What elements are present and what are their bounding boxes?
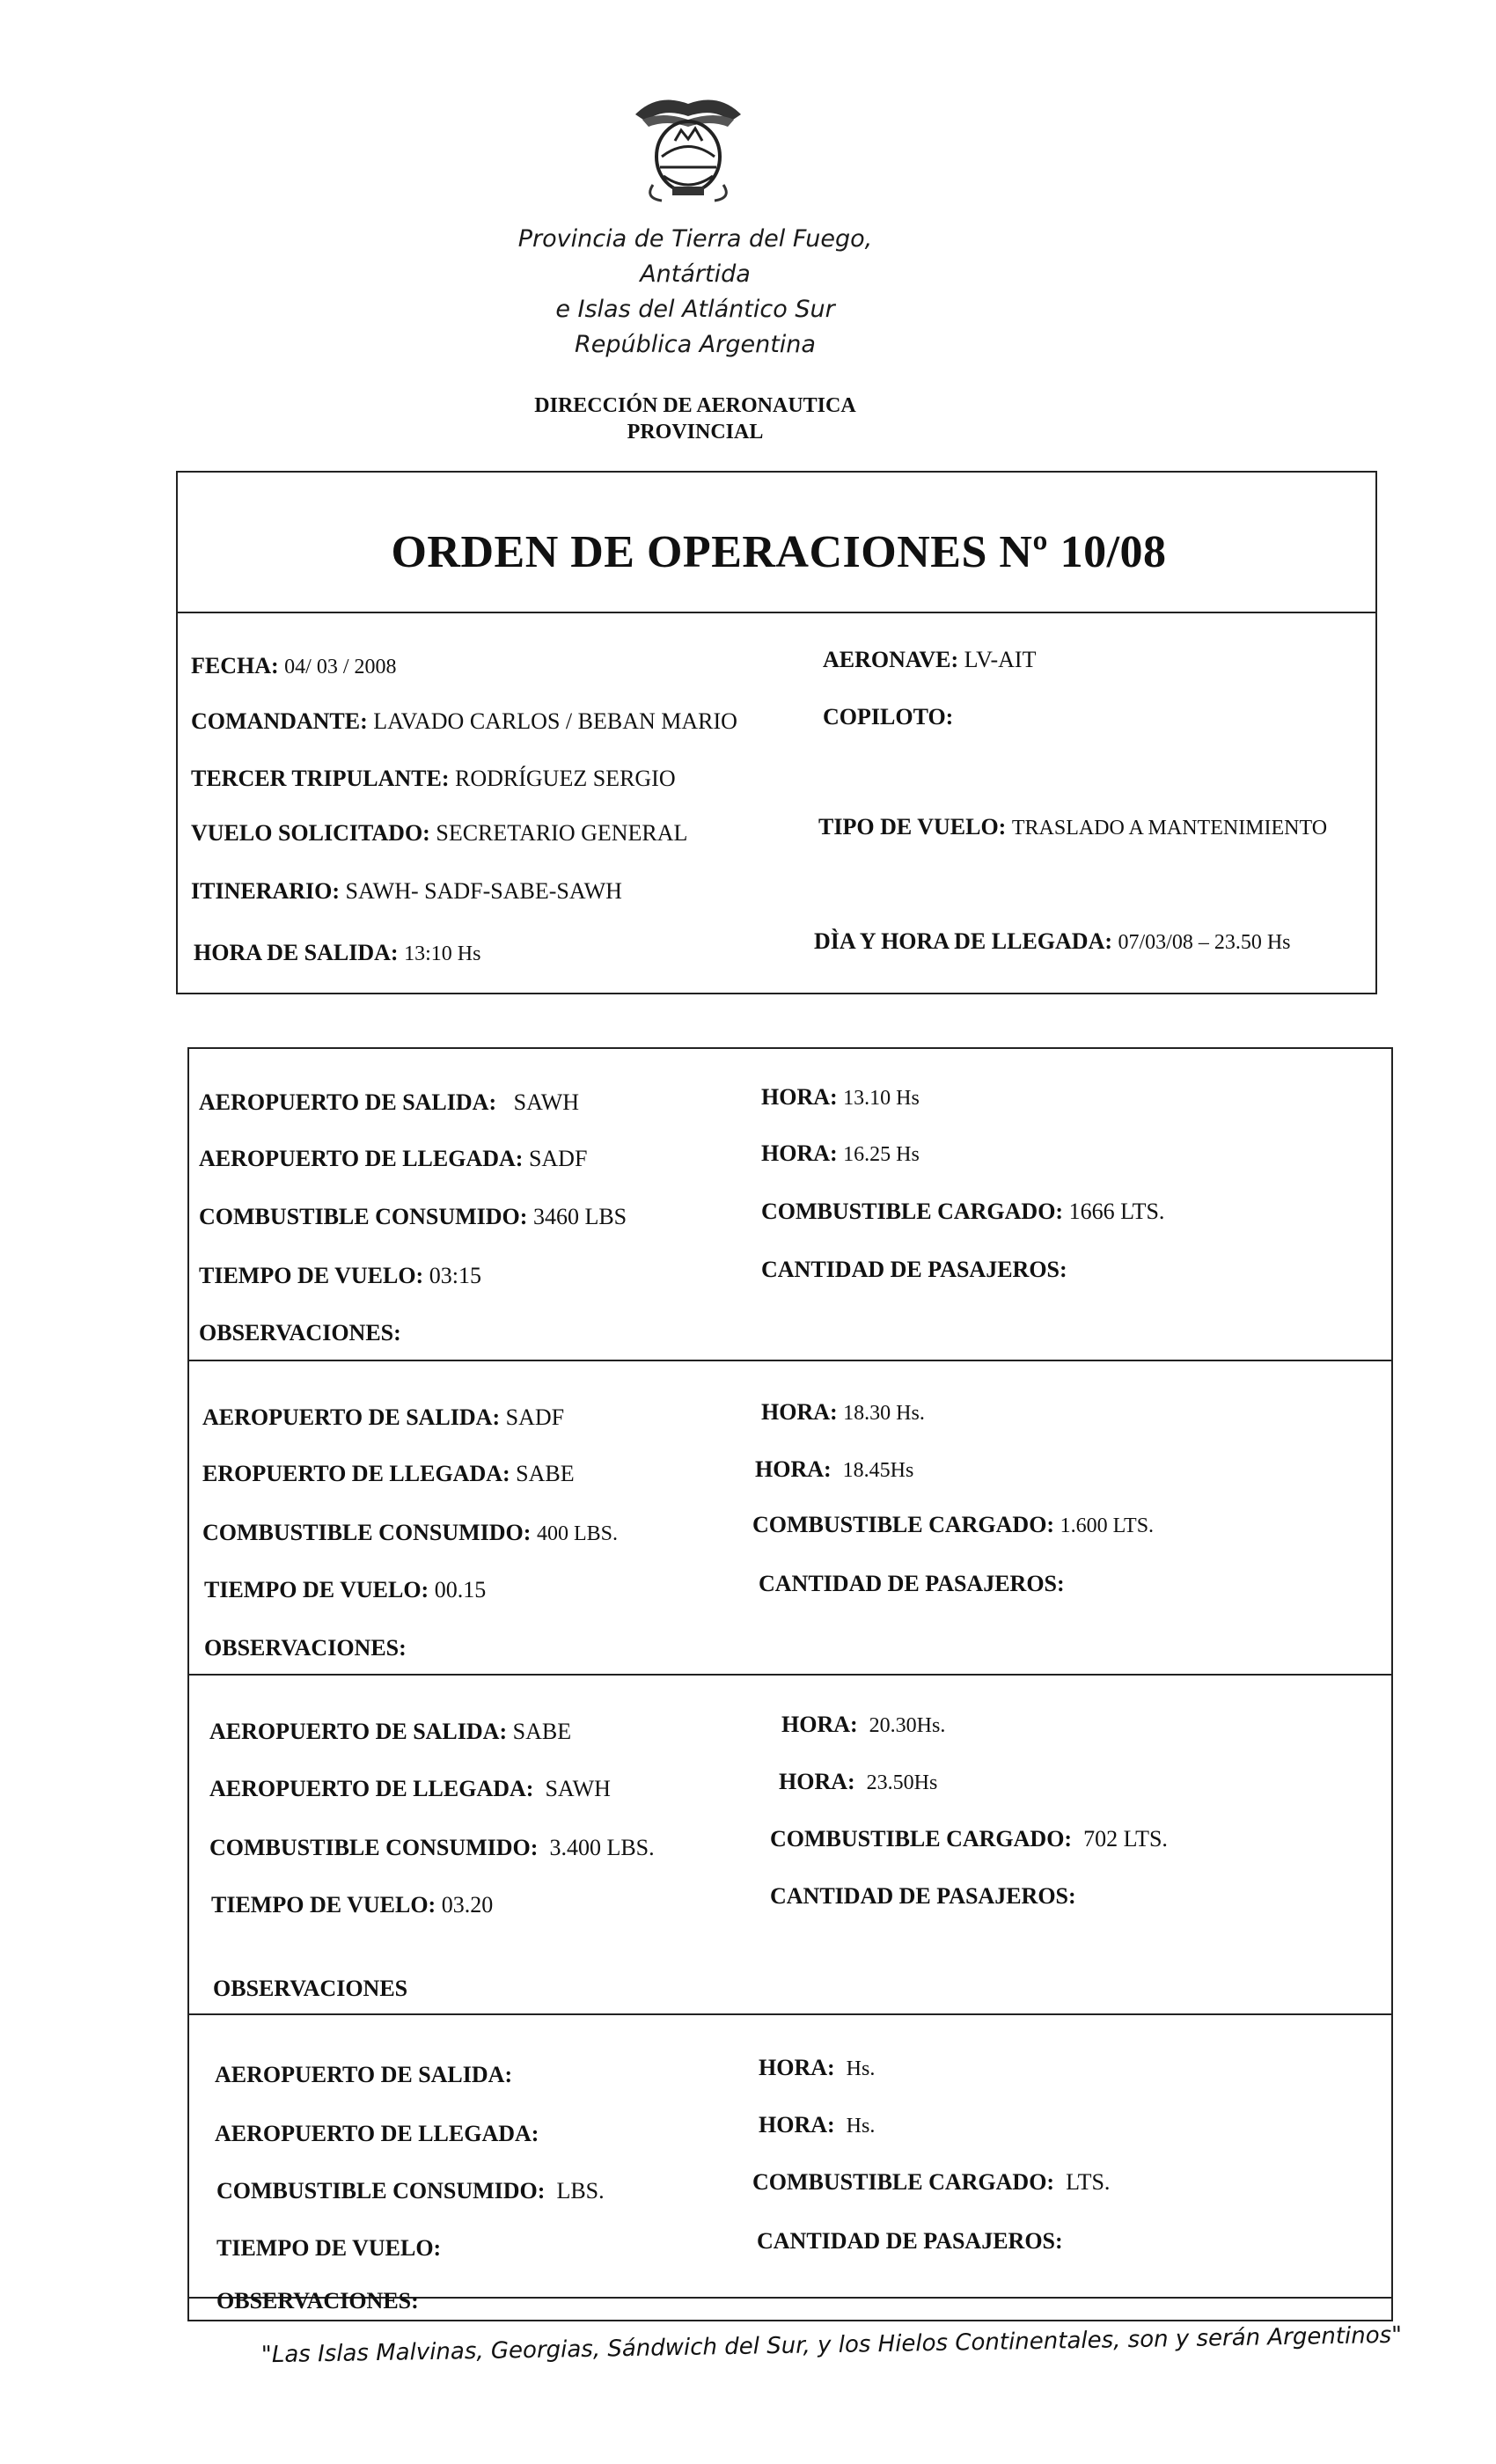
leg4-hora-salida: HORA: Hs. [759, 2055, 876, 2080]
province-line-3: e Islas del Atlántico Sur [555, 296, 835, 323]
tercer-tripulante-field: TERCER TRIPULANTE: RODRÍGUEZ SERGIO [191, 766, 676, 791]
leg4-tiempo: TIEMPO DE VUELO: [216, 2235, 442, 2261]
leg1-llegada: AEROPUERTO DE LLEGADA: SADF [199, 1146, 588, 1171]
leg3-cargado: COMBUSTIBLE CARGADO: 702 LTS. [770, 1826, 1168, 1852]
province-line-1: Provincia de Tierra del Fuego, [517, 225, 873, 253]
leg1-hora-salida: HORA: 13.10 Hs [761, 1084, 920, 1110]
leg1-cargado: COMBUSTIBLE CARGADO: 1666 LTS. [761, 1199, 1165, 1224]
leg4-consumido: COMBUSTIBLE CONSUMIDO: LBS. [216, 2178, 605, 2204]
direction-line-2: PROVINCIAL [627, 421, 764, 444]
leg4-hora-llegada: HORA: Hs. [759, 2112, 876, 2138]
province-line-2: Antártida [640, 260, 751, 288]
leg1-salida: AEROPUERTO DE SALIDA: SAWH [199, 1089, 580, 1115]
vuelo-solicitado-field: VUELO SOLICITADO: SECRETARIO GENERAL [191, 820, 688, 846]
fecha-field: FECHA: 04/ 03 / 2008 [191, 653, 397, 678]
copiloto-field: COPILOTO: [823, 704, 954, 730]
hora-de-salida-field: HORA DE SALIDA: 13:10 Hs [194, 940, 481, 965]
leg-divider-2 [187, 1674, 1393, 1676]
leg4-cargado: COMBUSTIBLE CARGADO: LTS. [752, 2169, 1111, 2195]
leg2-hora-llegada: HORA: 18.45Hs [755, 1456, 914, 1482]
leg-divider-1 [187, 1360, 1393, 1361]
aeronave-field: AERONAVE: LV-AIT [823, 647, 1037, 672]
leg2-pasajeros: CANTIDAD DE PASAJEROS: [759, 1571, 1065, 1596]
leg1-tiempo: TIEMPO DE VUELO: 03:15 [199, 1263, 481, 1288]
comandante-field: COMANDANTE: LAVADO CARLOS / BEBAN MARIO [191, 708, 737, 734]
page-title: ORDEN DE OPERACIONES Nº 10/08 [391, 527, 1167, 577]
leg1-hora-llegada: HORA: 16.25 Hs [761, 1140, 920, 1166]
leg2-hora-salida: HORA: 18.30 Hs. [761, 1399, 925, 1425]
leg3-consumido: COMBUSTIBLE CONSUMIDO: 3.400 LBS. [209, 1835, 655, 1860]
leg3-hora-llegada: HORA: 23.50Hs [779, 1769, 938, 1794]
leg2-consumido: COMBUSTIBLE CONSUMIDO: 400 LBS. [202, 1520, 618, 1545]
leg1-observaciones: OBSERVACIONES: [199, 1320, 401, 1346]
itinerario-field: ITINERARIO: SAWH- SADF-SABE-SAWH [191, 878, 622, 904]
leg2-tiempo: TIEMPO DE VUELO: 00.15 [204, 1577, 487, 1602]
tipo-de-vuelo-field: TIPO DE VUELO: TRASLADO A MANTENIMIENTO [818, 814, 1328, 840]
leg-divider-3 [187, 2013, 1393, 2015]
leg2-cargado: COMBUSTIBLE CARGADO: 1.600 LTS. [752, 1512, 1155, 1537]
llegada-field: DÌA Y HORA DE LLEGADA: 07/03/08 – 23.50 Hs [814, 928, 1291, 954]
leg3-observaciones: OBSERVACIONES [213, 1976, 408, 2001]
leg4-pasajeros: CANTIDAD DE PASAJEROS: [757, 2228, 1063, 2254]
province-line-4: República Argentina [575, 331, 816, 358]
leg4-llegada: AEROPUERTO DE LLEGADA: [215, 2121, 539, 2146]
leg3-salida: AEROPUERTO DE SALIDA: SABE [209, 1719, 572, 1744]
direction-line-1: DIRECCIÓN DE AERONAUTICA [534, 394, 856, 417]
leg2-salida: AEROPUERTO DE SALIDA: SADF [202, 1404, 565, 1430]
leg3-llegada: AEROPUERTO DE LLEGADA: SAWH [209, 1776, 611, 1801]
leg1-consumido: COMBUSTIBLE CONSUMIDO: 3460 LBS [199, 1204, 627, 1229]
title-divider [176, 612, 1377, 613]
leg3-hora-salida: HORA: 20.30Hs. [781, 1712, 946, 1737]
leg4-observaciones: OBSERVACIONES: [216, 2288, 419, 2314]
leg2-observaciones: OBSERVACIONES: [204, 1635, 407, 1661]
leg1-pasajeros: CANTIDAD DE PASAJEROS: [761, 1257, 1067, 1282]
leg3-tiempo: TIEMPO DE VUELO: 03.20 [211, 1892, 494, 1918]
leg4-salida: AEROPUERTO DE SALIDA: [215, 2062, 513, 2087]
provincial-coat-of-arms-icon [627, 88, 750, 207]
footer-motto: "Las Islas Malvinas, Georgias, Sándwich del Sur, y los Hielos Continentales, son y serán Argentinos" [260, 2321, 1403, 2369]
leg2-llegada: EROPUERTO DE LLEGADA: SABE [202, 1461, 575, 1486]
leg3-pasajeros: CANTIDAD DE PASAJEROS: [770, 1883, 1076, 1909]
